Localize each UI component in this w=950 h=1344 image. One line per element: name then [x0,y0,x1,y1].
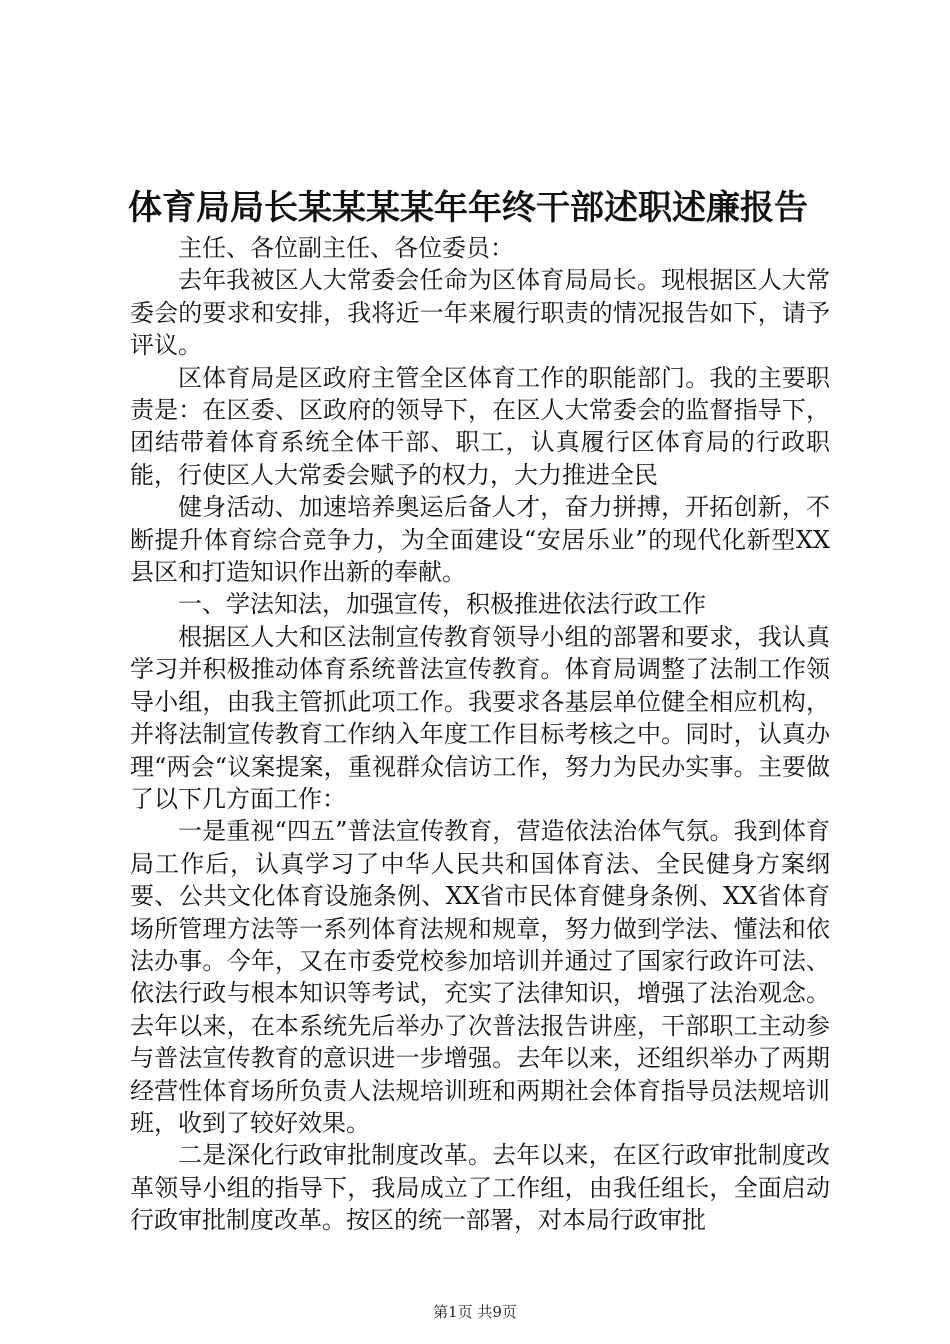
paragraph: 健身活动、加速培养奥运后备人才，奋力拼搏，开拓创新，不断提升体育综合竞争力，为全面建设“安居乐业”的现代化新型XX县区和打造知识作出新的奉献。 [130,493,830,587]
document-title: 体育局局长某某某某年年终干部述职述廉报告 [128,188,808,228]
paragraph: 主任、各位副主任、各位委员： [178,234,514,262]
paragraph: 根据区人大和区法制宣传教育领导小组的部署和要求，我认真学习并积极推动体育系统普法宣传教育。体育局调整了法制工作领导小组，由我主管抓此项工作。我要求各基层单位健全相应机构，并将法制宣传教育工作纳入年度工作目标考核之中。同时，认真办理“两会“议案提案，重视群众信访工作，努力为民办实事。主要做了以下几方面工作： [130,622,830,813]
document-body [130,232,830,1237]
paragraph: 二是深化行政审批制度改革。去年以来，在区行政审批制度改革领导小组的指导下，我局成立了工作组，由我任组长，全面启动行政审批制度改革。按区的统一部署，对本局行政审批 [130,1141,830,1235]
paragraph: 区体育局是区政府主管全区体育工作的职能部门。我的主要职责是：在区委、区政府的领导下，在区人大常委会的监督指导下，团结带着体育系统全体干部、职工，认真履行区体育局的行政职能，行使区人大常委会赋予的权力，大力推进全民 [130,363,830,489]
paragraph: 一是重视“四五”普法宣传教育，营造依法治体气氛。我到体育局工作后，认真学习了中华人民共和国体育法、全民健身方案纲要、公共文化体育设施条例、XX省市民体育健身条例、XX省体育场所管理方法等一系列体育法规和规章，努力做到学法、懂法和依法办事。今年，又在市委党校参加培训并通过了国家行政许可法、依法行政与根本知识等考试，充实了法律知识，增强了法治观念。去年以来，在本系统先后举办了次普法报告讲座，干部职工主动参与普法宣传教育的意识进一步增强。去年以来，还组织举办了两期经营性体育场所负责人法规培训班和两期社会体育指导员法规培训班，收到了较好效果。 [130,817,830,1137]
paragraph: 去年我被区人大常委会任命为区体育局局长。现根据区人大常委会的要求和安排，我将近一年来履行职责的情况报告如下，请予评议。 [130,266,830,360]
section-heading: 一、学法知法，加强宣传，积极推进依法行政工作 [178,590,706,619]
page-number-footer: 第1页 共9页 [433,1303,517,1321]
